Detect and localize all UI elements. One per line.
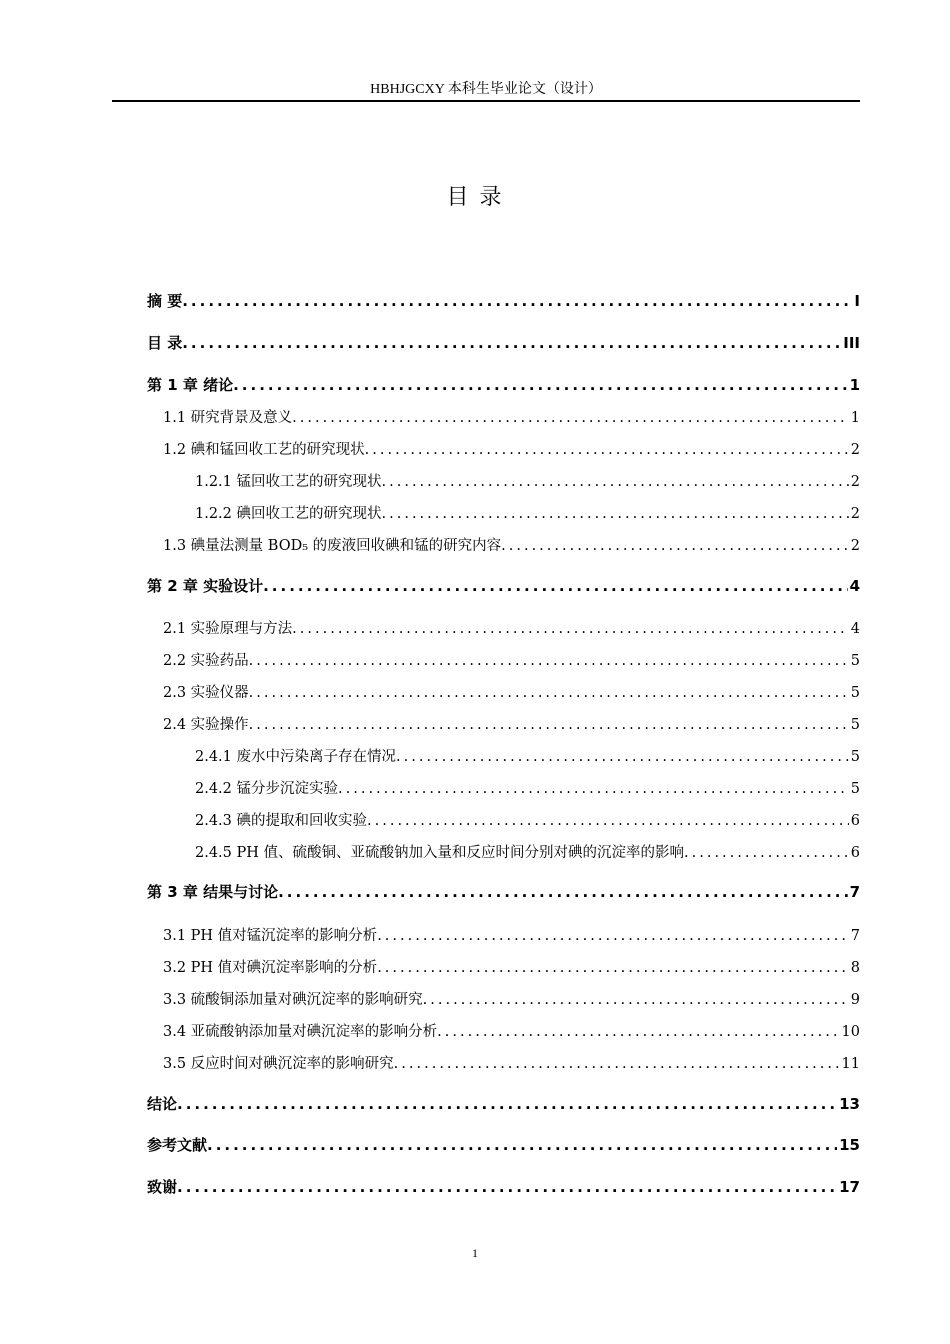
toc-entry-chapter-1[interactable]: 第 1 章 绪论 ..... 1 bbox=[147, 374, 860, 396]
toc-entry-2-1[interactable]: 2.1 实验原理与方法 ..... 4 bbox=[163, 617, 860, 639]
toc-entry-1-2-1[interactable]: 1.2.1 锰回收工艺的研究现状 ..... 2 bbox=[195, 470, 860, 492]
toc-entry-1-2[interactable]: 1.2 碘和锰回收工艺的研究现状 ..... 2 bbox=[163, 438, 860, 460]
toc-entry-3-4[interactable]: 3.4 亚硫酸钠添加量对碘沉淀率的影响分析 ..... 10 bbox=[163, 1020, 860, 1042]
toc-entry-3-1[interactable]: 3.1 PH 值对锰沉淀率的影响分析 ..... 7 bbox=[163, 924, 860, 946]
toc-entry-3-2[interactable]: 3.2 PH 值对碘沉淀率影响的分析 ..... 8 bbox=[163, 956, 860, 978]
toc-entry-1-3[interactable]: 1.3 碘量法测量 BOD₅ 的废液回收碘和锰的研究内容 ..... 2 bbox=[163, 534, 860, 556]
toc-entry-conclusion[interactable]: 结论 ..... 13 bbox=[147, 1093, 860, 1115]
toc-entry-2-4-5[interactable]: 2.4.5 PH 值、硫酸铜、亚硫酸钠加入量和反应时间分别对碘的沉淀率的影响 ..... 6 bbox=[195, 841, 860, 863]
toc-entry-chapter-2[interactable]: 第 2 章 实验设计 ..... 4 bbox=[147, 575, 860, 597]
header-rule bbox=[112, 100, 860, 102]
toc-entry-3-5[interactable]: 3.5 反应时间对碘沉淀率的影响研究 ..... 11 bbox=[163, 1052, 860, 1074]
toc-entry-2-3[interactable]: 2.3 实验仪器 ..... 5 bbox=[163, 681, 860, 703]
toc-entry-chapter-3[interactable]: 第 3 章 结果与讨论 ..... 7 bbox=[147, 881, 860, 903]
toc-entry-2-4[interactable]: 2.4 实验操作 ..... 5 bbox=[163, 713, 860, 735]
toc-entry-contents[interactable]: 目 录 ..... III bbox=[147, 332, 860, 354]
toc-entry-2-2[interactable]: 2.2 实验药品 ..... 5 bbox=[163, 649, 860, 671]
toc-entry-3-3[interactable]: 3.3 硫酸铜添加量对碘沉淀率的影响研究 ..... 9 bbox=[163, 988, 860, 1010]
toc-entry-2-4-1[interactable]: 2.4.1 废水中污染离子存在情况 ..... 5 bbox=[195, 745, 860, 767]
running-header: HBHJGCXY 本科生毕业论文（设计） bbox=[370, 82, 602, 97]
toc-entry-references[interactable]: 参考文献 ..... 15 bbox=[147, 1134, 860, 1156]
toc-title: 目 录 bbox=[446, 185, 504, 210]
toc-entry-abstract[interactable]: 摘 要 ..... I bbox=[147, 290, 860, 312]
page-number: 1 bbox=[472, 1246, 478, 1260]
toc-entry-1-1[interactable]: 1.1 研究背景及意义 ..... 1 bbox=[163, 406, 860, 428]
toc-entry-acknowledgements[interactable]: 致谢 ..... 17 bbox=[147, 1176, 860, 1198]
toc-entry-2-4-3[interactable]: 2.4.3 碘的提取和回收实验 ..... 6 bbox=[195, 809, 860, 831]
toc-entry-1-2-2[interactable]: 1.2.2 碘回收工艺的研究现状 ..... 2 bbox=[195, 502, 860, 524]
toc-entry-2-4-2[interactable]: 2.4.2 锰分步沉淀实验 ..... 5 bbox=[195, 777, 860, 799]
